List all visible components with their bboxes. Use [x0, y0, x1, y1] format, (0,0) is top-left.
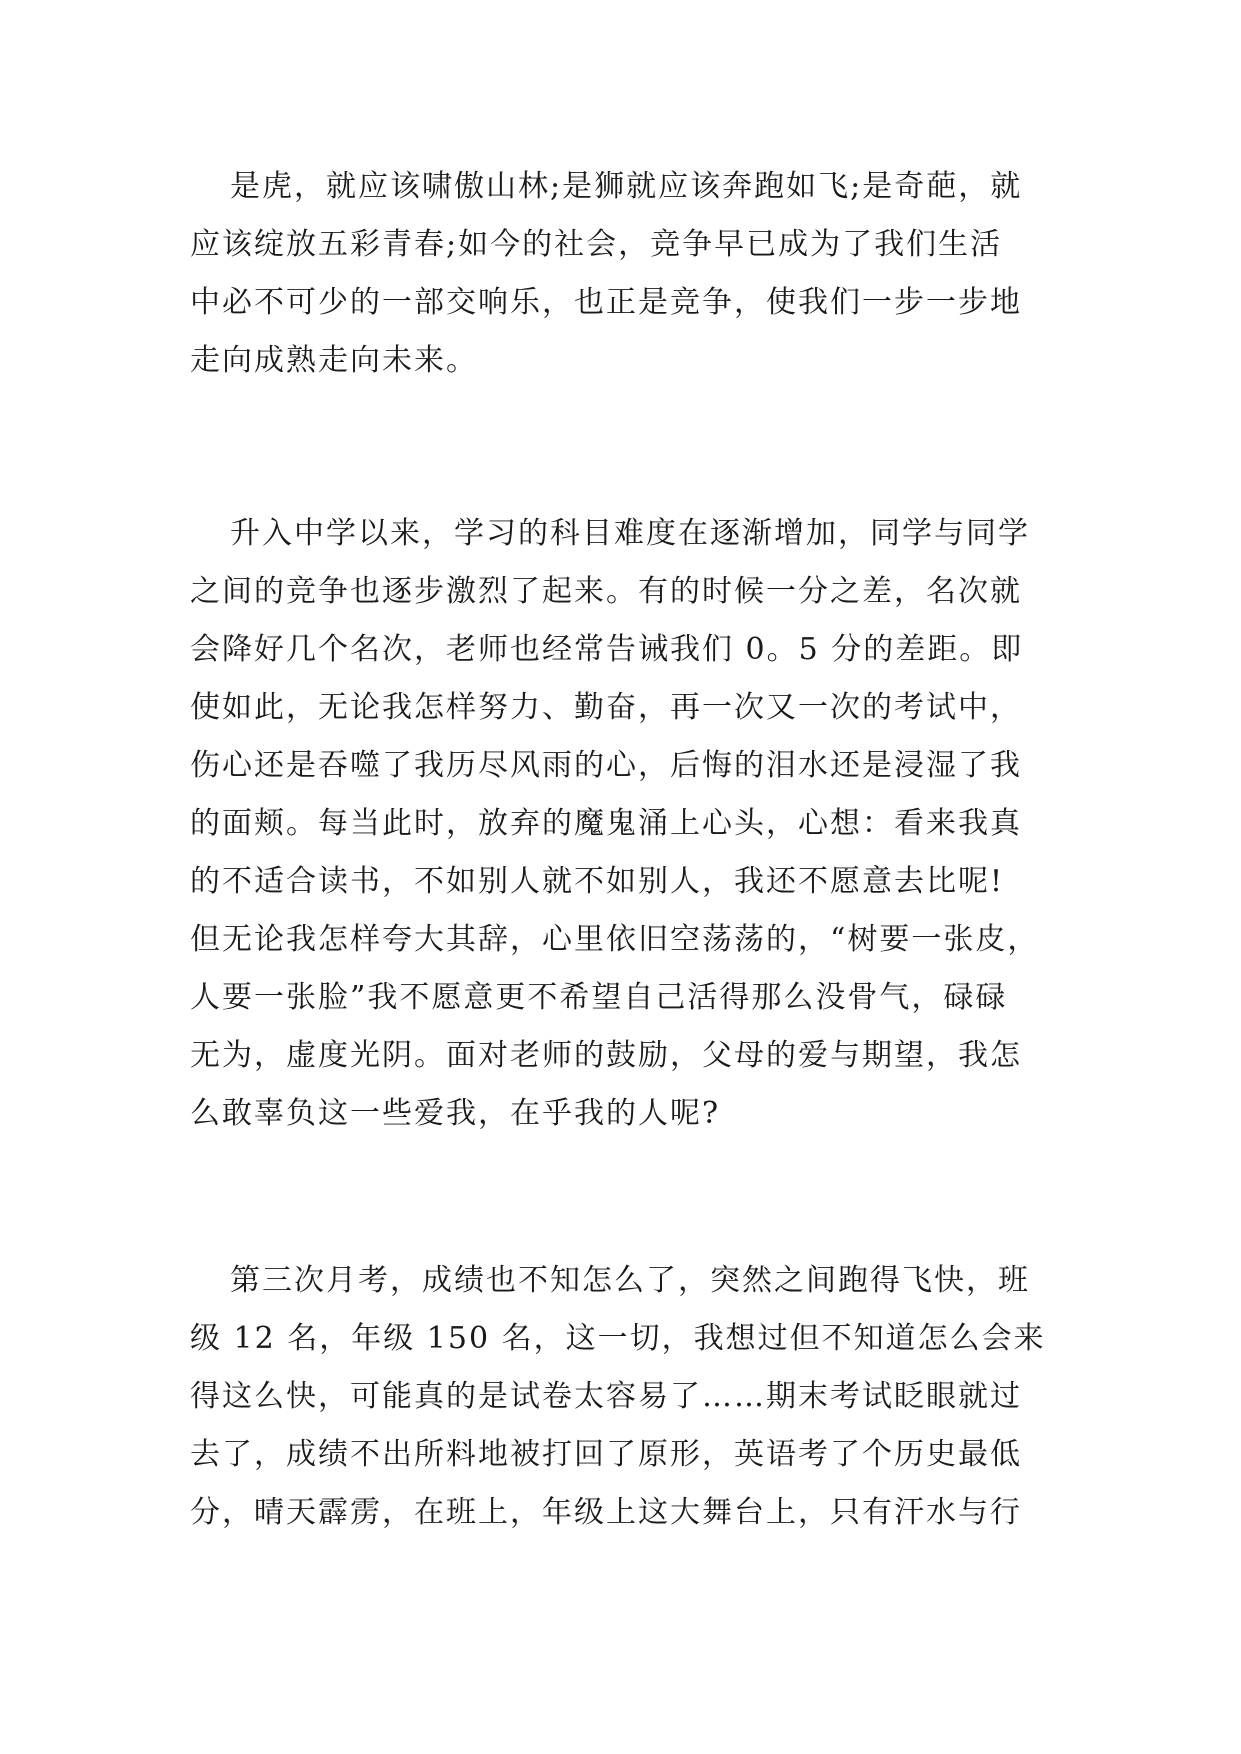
- text-line: 分，晴天霹雳，在班上，年级上这大舞台上，只有汗水与行: [190, 1495, 1022, 1530]
- text-line: 会降好几个名次，老师也经常告诫我们 0。5 分的差距。即: [190, 632, 1024, 667]
- text-line: 么敢辜负这一些爱我，在乎我的人呢?: [190, 1096, 721, 1131]
- text-line: 之间的竞争也逐步激烈了起来。有的时候一分之差，名次就: [190, 574, 1022, 609]
- text-line: 无为，虚度光阴。面对老师的鼓励，父母的爱与期望，我怎: [190, 1038, 1022, 1073]
- text-line: 走向成熟走向未来。: [190, 343, 478, 378]
- text-line: 级 12 名，年级 150 名，这一切，我想过但不知道怎么会来: [190, 1321, 1046, 1356]
- text-line: 中必不可少的一部交响乐，也正是竞争，使我们一步一步地: [190, 285, 1022, 320]
- text-line: 是虎，就应该啸傲山林;是狮就应该奔跑如飞;是奇葩，就: [230, 169, 1023, 204]
- text-line: 应该绽放五彩青春;如今的社会，竞争早已成为了我们生活: [190, 227, 1003, 262]
- text-line: 升入中学以来，学习的科目难度在逐渐增加，同学与同学: [230, 516, 1030, 551]
- text-line: 的面颊。每当此时，放弃的魔鬼涌上心头，心想：看来我真: [190, 806, 1022, 841]
- text-line: 人要一张脸”我不愿意更不希望自己活得那么没骨气，碌碌: [190, 980, 1008, 1015]
- text-line: 但无论我怎样夸大其辞，心里依旧空荡荡的，“树要一张皮，: [190, 922, 1040, 957]
- text-line: 的不适合读书，不如别人就不如别人，我还不愿意去比呢!: [190, 864, 1005, 899]
- text-line: 去了，成绩不出所料地被打回了原形，英语考了个历史最低: [190, 1437, 1022, 1472]
- paragraph-2: [190, 505, 1060, 1143]
- text-line: 得这么快，可能真的是试卷太容易了……期末考试眨眼就过: [190, 1379, 1022, 1414]
- text-line: 伤心还是吞噬了我历尽风雨的心，后悔的泪水还是浸湿了我: [190, 748, 1022, 783]
- text-line: 使如此，无论我怎样努力、勤奋，再一次又一次的考试中，: [190, 690, 1022, 725]
- paragraph-1: [190, 158, 1060, 390]
- paragraph-3: [190, 1252, 1060, 1542]
- text-line: 第三次月考，成绩也不知怎么了，突然之间跑得飞快，班: [230, 1263, 1030, 1298]
